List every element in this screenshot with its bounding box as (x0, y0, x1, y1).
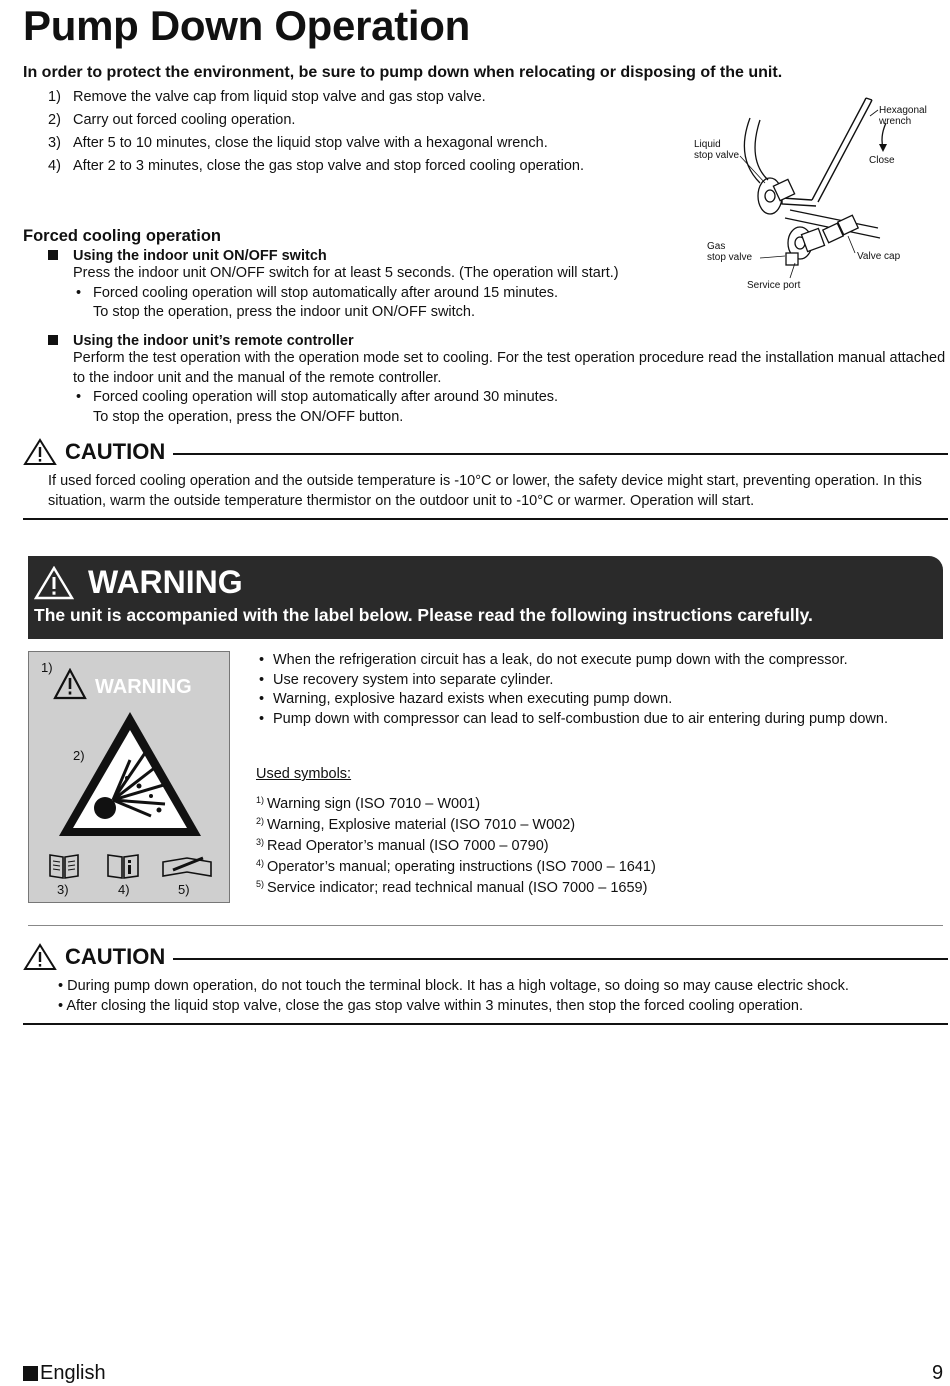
caution-header (23, 943, 948, 971)
read-manual-icon (47, 852, 81, 880)
label-number: 5) (178, 882, 190, 897)
bullet-item: • Forced cooling operation will stop automatically after around 15 minutes. (73, 284, 619, 304)
close-label: Close (869, 155, 895, 166)
caution-title: CAUTION (65, 944, 166, 969)
page-number: 9 (932, 1362, 944, 1384)
bullet-item: • Pump down with compressor can lead to self-combustion due to air entering during pump down. (256, 710, 916, 730)
service-indicator-icon (159, 852, 215, 880)
paragraph: To stop the operation, press the indoor unit ON/OFF switch. (93, 304, 476, 320)
bullet-item: • Warning, explosive hazard exists when executing pump down. (256, 690, 916, 710)
list-item: 3) After 5 to 10 minutes, close the liquid stop valve with a hexagonal wrench. (48, 135, 548, 151)
label-number: 1) (41, 660, 53, 675)
explosive-material-icon (55, 708, 205, 840)
gas-valve-label: Gas (707, 241, 726, 252)
symbols-title: Used symbols: (256, 766, 352, 782)
divider (23, 518, 948, 520)
wrench-label: Hexagonal (879, 105, 927, 116)
liquid-valve-label: stop valve (694, 150, 740, 161)
caution-title: CAUTION (65, 439, 166, 464)
warning-title: WARNING (88, 564, 243, 600)
subsection-heading: Using the indoor unit ON/OFF switch (73, 248, 327, 264)
label-number: 4) (118, 882, 130, 897)
wrench-label: wrench (879, 116, 912, 127)
valve-diagram (690, 88, 940, 298)
divider (23, 1023, 948, 1025)
bullet-item: • Forced cooling operation will stop automatically after around 30 minutes. (73, 388, 948, 408)
paragraph: Perform the test operation with the operation mode set to cooling. For the test operation procedure read the installation manual attached to the indoor unit and the manual of the remote controller. (73, 350, 946, 386)
valve-cap-label: Valve cap (857, 251, 901, 262)
bullet-item: • During pump down operation, do not touch the terminal block. It has a high voltage, so doing so may cause electric shock. (58, 978, 849, 994)
bullet-item: • When the refrigeration circuit has a leak, do not execute pump down with the compressor. (256, 651, 916, 671)
list-item: $^{1)}$ Warning sign (ISO 7010 – W001) (256, 795, 481, 812)
square-bullet-icon (23, 1366, 38, 1381)
warning-triangle-icon (23, 943, 57, 971)
steps-list (48, 88, 584, 180)
list-item: $^{3)}$ Read Operator’s manual (ISO 7000 – 0790) (256, 837, 549, 854)
warning-triangle-icon (34, 566, 74, 600)
remote-subsection (48, 333, 948, 427)
liquid-valve-label: Liquid (694, 139, 721, 150)
page-title: Pump Down Operation (23, 2, 470, 49)
square-bullet-icon (48, 335, 58, 345)
hexagonal-wrench-icon (782, 98, 872, 206)
section-heading: Forced cooling operation (23, 227, 222, 245)
gas-stop-valve-icon (786, 215, 858, 265)
paragraph: To stop the operation, press the ON/OFF button. (93, 408, 404, 425)
list-item: $^{5)}$ Service indicator; read technical manual (ISO 7000 – 1659) (256, 879, 648, 896)
gas-valve-label: stop valve (707, 252, 753, 263)
warning-subtitle: The unit is accompanied with the label below. Please read the following instructions carefully. (34, 605, 813, 625)
warning-banner (28, 556, 943, 639)
square-bullet-icon (48, 250, 58, 260)
label-number: 3) (57, 882, 69, 897)
switch-subsection (48, 248, 619, 323)
caution-text: If used forced cooling operation and the outside temperature is -10°C or lower, the safety device might start, preventing operation. In this situation, warm the outside temperature thermistor on the outdoor unit to -10°C or warmer. Operation will start. (48, 473, 922, 509)
warning-sign-icon (53, 668, 87, 700)
intro-text: In order to protect the environment, be sure to pump down when relocating or disposing of the unit. (23, 64, 783, 81)
operator-manual-icon (105, 852, 141, 880)
paragraph: Press the indoor unit ON/OFF switch for at least 5 seconds. (The operation will start.) (73, 265, 619, 281)
caution-bullets (58, 977, 948, 1016)
service-port-label: Service port (747, 280, 801, 291)
symbols-list (256, 795, 656, 900)
caution-header (23, 438, 948, 466)
language-label: English (40, 1362, 106, 1384)
warning-label-image (28, 651, 230, 903)
warning-triangle-icon (23, 438, 57, 466)
list-item: $^{2)}$ Warning, Explosive material (ISO 7010 – W002) (256, 816, 576, 833)
divider (28, 925, 943, 926)
list-item: $^{4)}$ Operator’s manual; operating instructions (ISO 7000 – 1641) (256, 858, 656, 875)
subsection-heading: Using the indoor unit’s remote controller (73, 333, 354, 349)
list-item: 2) Carry out forced cooling operation. (48, 112, 296, 128)
footer-language (23, 1362, 106, 1385)
label-number: 2) (73, 748, 85, 763)
list-item: 1) Remove the valve cap from liquid stop valve and gas stop valve. (48, 89, 486, 105)
list-item: 4) After 2 to 3 minutes, close the gas stop valve and stop forced cooling operation. (48, 158, 585, 174)
warning-bullets (256, 651, 916, 729)
bullet-item: • After closing the liquid stop valve, close the gas stop valve within 3 minutes, then stop the forced cooling operation. (58, 997, 804, 1014)
bullet-item: • Use recovery system into separate cylinder. (256, 671, 916, 691)
liquid-stop-valve-icon (744, 118, 794, 214)
label-warning-word: WARNING (95, 676, 192, 698)
